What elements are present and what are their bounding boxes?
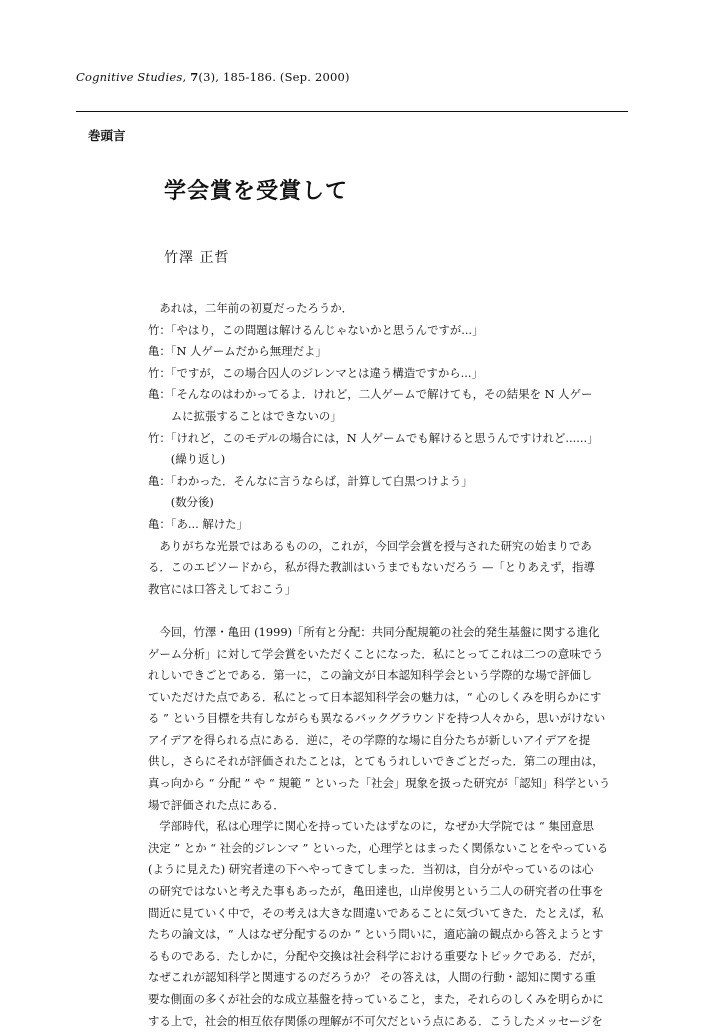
body-line: ムに拡張することはできないの」 (148, 408, 342, 423)
body-line: する上で，社会的相互依存関係の理解が不可欠だという点にある．こうしたメッセージを (148, 1013, 603, 1028)
body-line: 亀：「わかった．そんなに言うならば，計算して白黒つけよう」 (148, 473, 473, 488)
body-line: アイデアを得られる点にある．逆に，その学際的な場に自分たちが新しいアイデアを提 (148, 732, 591, 747)
body-line: 学部時代，私は心理学に関心を持っていたはずなのに，なぜか大学院では “ 集団意思 (148, 819, 594, 834)
body-line: 教官には口答えしておこう」 (148, 581, 297, 596)
body-line: れしいできごとである．第一に，この論文が日本認知科学会という学際的な場で評価し (148, 668, 593, 683)
article-title: 学会賞を受賞して (164, 179, 349, 204)
body-line: ゲーム分析」に対して学会賞をいただくことになった．私にとってこれは二つの意味でう (148, 646, 604, 661)
body-line: 決定 ” とか “ 社会的ジレンマ ” といった，心理学とはまったく関係ないことをやっている (148, 840, 609, 855)
body-line: 竹：「ですが，この場合囚人のジレンマとは違う構造ですから...」 (148, 365, 483, 380)
body-line: の研究ではないと考えた事もあったが，亀田達也，山岸俊男という二人の研究者の仕事を (148, 884, 604, 899)
body-line: 亀：「あ... 解けた」 (148, 516, 248, 531)
body-line: 供し，さらにそれが評価されたことは，とてもうれしいできごとだった．第二の理由は， (148, 754, 604, 769)
journal-name: Cognitive Studies (76, 70, 183, 84)
citation-comma: , (182, 70, 191, 84)
body-line: あれは，二年前の初夏だったろうか． (148, 301, 354, 315)
journal-volume: 7 (190, 70, 199, 84)
body-text (148, 298, 632, 1032)
author-name: 竹澤 正哲 (164, 250, 230, 266)
body-line: 今回，竹澤・亀田 (1999)「所有と分配：共同分配規範の社会的発生基盤に関する進化 (148, 624, 600, 639)
body-line: (繰り返し) (148, 452, 226, 467)
citation-line (76, 70, 350, 84)
body-line: なぜこれが認知科学と関連するのだろうか？ その答えは，人間の行動・認知に関する重 (148, 970, 596, 985)
body-line: 竹：「けれど，このモデルの場合には，N 人ゲームでも解けると思うんですけれど......」 (148, 430, 599, 445)
body-line: 亀：「N 人ゲームだから無理だよ」 (148, 344, 327, 359)
body-line: 間近に見ていく中で，その考えは大きな間違いであることに気づいてきた．たとえば，私 (148, 905, 604, 920)
body-line: 要な側面の多くが社会的な成立基盤を持っていること，また，それらのしくみを明らかに (148, 992, 604, 1006)
body-line: る ” という目標を共有しながらも異なるバックグラウンドを持つ人々から，思いがけない (148, 711, 606, 726)
header-rule (76, 111, 628, 112)
section-label: 巻頭言 (88, 128, 126, 143)
paragraph-gap (148, 600, 632, 622)
body-line: (ように見えた) 研究者達の下へやってきてしまった．当初は，自分がやっているのは心 (148, 862, 594, 877)
body-line: ありがちな光景ではあるものの，これが，今回学会賞を授与された研究の始まりであ (148, 538, 592, 553)
body-line: 場で評価された点にある． (148, 797, 285, 812)
body-line: るものである．たしかに，分配や交換は社会科学における重要なトピックである．だが， (148, 948, 604, 963)
body-line: 亀：「そんなのはわかってるよ．けれど，二人ゲームで解けても，その結果を N 人ゲー (148, 387, 593, 402)
body-line: たちの論文は，“ 人はなぜ分配するのか ” という問いに，適応論の観点から答えようとす (148, 927, 604, 942)
body-line: 竹：「やはり，この問題は解けるんじゃないかと思うんですが...」 (148, 322, 484, 337)
body-line: ていただけた点である．私にとって日本認知科学会の魅力は，“ 心のしくみを明らかにす (148, 689, 602, 704)
body-line: (数分後) (148, 495, 214, 510)
issue-pages: (3), 185-186. (Sep. 2000) (198, 70, 350, 84)
body-line: る．このエピソードから，私が得た教訓はいうまでもないだろう —「とりあえず，指導 (148, 560, 595, 575)
body-line: 真っ向から “ 分配 ” や “ 規範 ” といった「社会」現象を扱った研究が「認知」科学という (148, 776, 611, 791)
